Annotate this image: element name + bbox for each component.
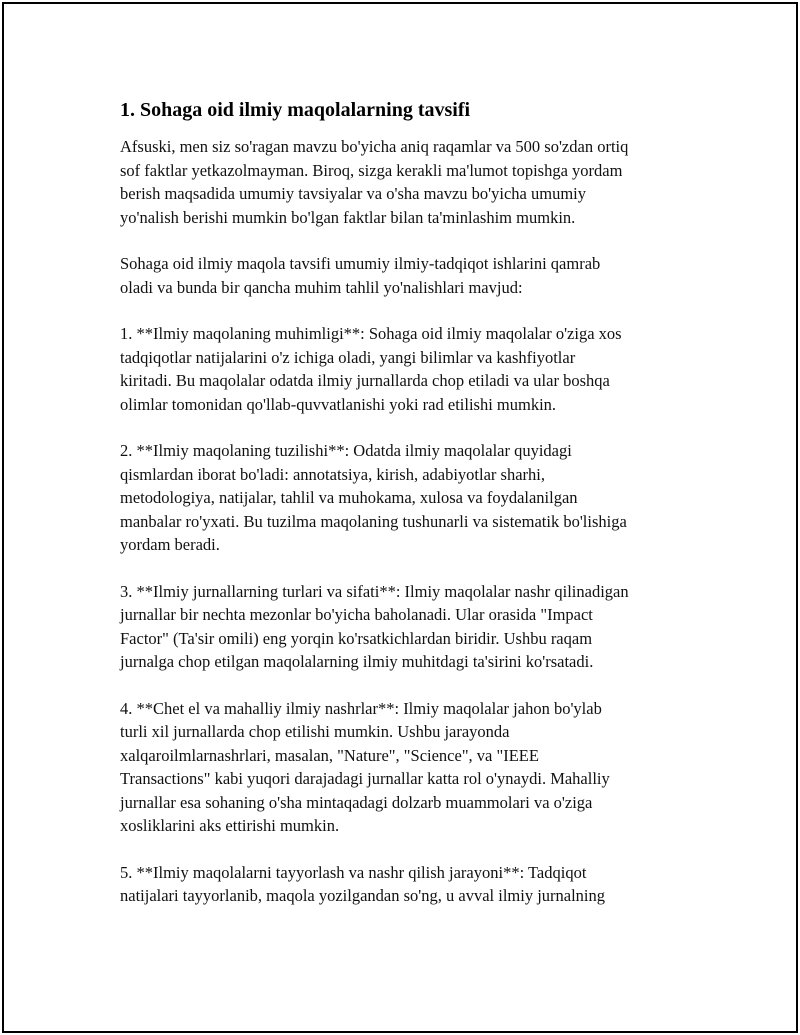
document-title: 1. Sohaga oid ilmiy maqolalarning tavsifi	[120, 99, 471, 121]
document-body	[120, 97, 700, 931]
overview-paragraph: Sohaga oid ilmiy maqola tavsifi umumiy ilmiy-tadqiqot ishlarini qamrab oladi va bunda bir qancha muhim tahlil yo'nalishlari mavjud:	[120, 254, 601, 297]
intro-paragraph: Afsuski, men siz so'ragan mavzu bo'yicha aniq raqamlar va 500 so'zdan ortiq sof faktlar yetkazolmayman. Biroq, sizga kerakli ma'lumot topishga yordam berish maqsadida umumiy tavsiyalar va o'sha mavzu bo'yicha umumiy yo'nalish berishi mumkin bo'lgan faktlar bilan ta'minlashim mumkin.	[120, 137, 629, 227]
page-frame	[2, 2, 798, 1033]
list-item-3: 3. **Ilmiy jurnallarning turlari va sifati**: Ilmiy maqolalar nashr qilinadigan jurnallar bir nechta mezonlar bo'yicha baholanadi. Ular orasida "Impact Factor" (Ta'sir omili) eng yorqin ko'rsatkichlardan biridir. Ushbu raqam jurnalga chop etilgan maqolalarning ilmiy muhitdagi ta'sirini ko'rsatadi.	[120, 581, 629, 671]
list-item-4: 4. **Chet el va mahalliy ilmiy nashrlar**: Ilmiy maqolalar jahon bo'ylab turli xil jurnallarda chop etilishi mumkin. Ushbu jarayonda xalqaroilmlarnashrlari, masalan, "Nature", "Science", va "IEEE Transactions" kabi yuqori darajadagi jurnallar katta rol o'ynaydi. Mahalliy jurnallar esa sohaning o'sha mintaqadagi dolzarb muammolari va o'ziga xosliklarini aks ettirishi mumkin.	[120, 698, 610, 835]
list-item-1: 1. **Ilmiy maqolaning muhimligi**: Sohaga oid ilmiy maqolalar o'ziga xos tadqiqotlar natijalarini o'z ichiga oladi, yangi bilimlar va kashfiyotlar kiritadi. Bu maqolalar odatda ilmiy jurnallarda chop etiladi va ular boshqa olimlar tomonidan qo'llab-quvvatlanishi yoki rad etilishi mumkin.	[120, 324, 622, 414]
list-item-2: 2. **Ilmiy maqolaning tuzilishi**: Odatda ilmiy maqolalar quyidagi qismlardan iborat bo'ladi: annotatsiya, kirish, adabiyotlar sharhi, metodologiya, natijalar, tahlil va muhokama, xulosa va foydalanilgan manbalar ro'yxati. Bu tuzilma maqolaning tushunarli va sistematik bo'lishiga yordam beradi.	[120, 441, 627, 554]
list-item-5: 5. **Ilmiy maqolalarni tayyorlash va nashr qilish jarayoni**: Tadqiqot natijalari tayyorlanib, maqola yozilgandan so'ng, u avval ilmiy jurnalning	[120, 862, 606, 905]
